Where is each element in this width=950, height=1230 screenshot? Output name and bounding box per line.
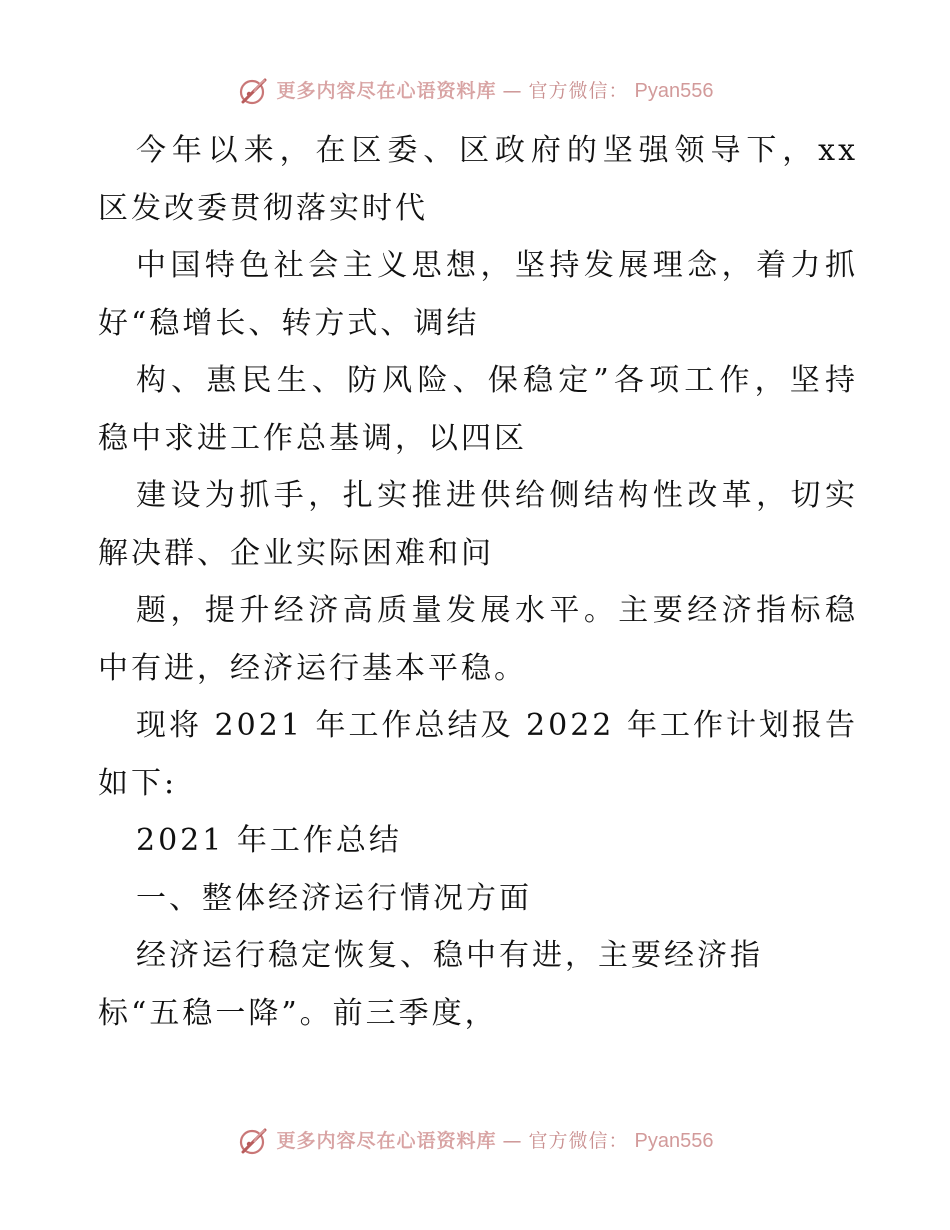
paragraph-line: 标“五稳一降”。前三季度， — [98, 995, 498, 1031]
paragraph-line: 建设为抓手，扎实推进供给侧结构性改革，切实 — [136, 478, 858, 513]
paragraph-line: 经济运行稳定恢复、稳中有进，主要经济指 — [136, 938, 763, 973]
paragraph-line: 现将 2021 年工作总结及 2022 年工作计划报告 — [136, 708, 858, 743]
banner-dash: — — [502, 1129, 523, 1152]
paragraph-line: 2021 年工作总结 — [136, 823, 402, 858]
banner-contact-id: Pyan556 — [634, 80, 714, 102]
paragraph-line: 题，提升经济高质量发展水平。主要经济指标稳 — [136, 593, 858, 628]
paragraph-line: 构、惠民生、防风险、保稳定”各项工作，坚持 — [136, 363, 858, 398]
banner-dash: — — [502, 79, 523, 102]
quill-logo-icon — [237, 1126, 271, 1156]
header-watermark-banner — [0, 76, 950, 106]
paragraph-line: 好“稳增长、转方式、调结 — [98, 305, 480, 341]
banner-contact-label: 官方微信： — [528, 1129, 629, 1152]
paragraph-line: 中有进，经济运行基本平稳。 — [98, 650, 527, 686]
paragraph-line: 区发改委贯彻落实时代 — [98, 190, 428, 226]
paragraph-line: 今年以来，在区委、区政府的坚强领导下，xx — [136, 133, 858, 168]
paragraph-line: 如下: — [98, 765, 178, 801]
paragraph-line: 一、整体经济运行情况方面 — [136, 880, 532, 916]
banner-contact-id: Pyan556 — [634, 1130, 714, 1152]
banner-title: 更多内容尽在心语资料库 — [276, 1129, 497, 1152]
paragraph-line: 中国特色社会主义思想，坚持发展理念，着力抓 — [136, 248, 858, 283]
footer-watermark-banner — [0, 1126, 950, 1156]
paragraph-line: 稳中求进工作总基调，以四区 — [98, 420, 527, 456]
banner-title: 更多内容尽在心语资料库 — [276, 79, 497, 102]
paragraph-line: 解决群、企业实际困难和问 — [98, 535, 494, 571]
banner-contact-label: 官方微信： — [528, 79, 629, 102]
quill-logo-icon — [237, 76, 271, 106]
document-body — [98, 122, 858, 1042]
